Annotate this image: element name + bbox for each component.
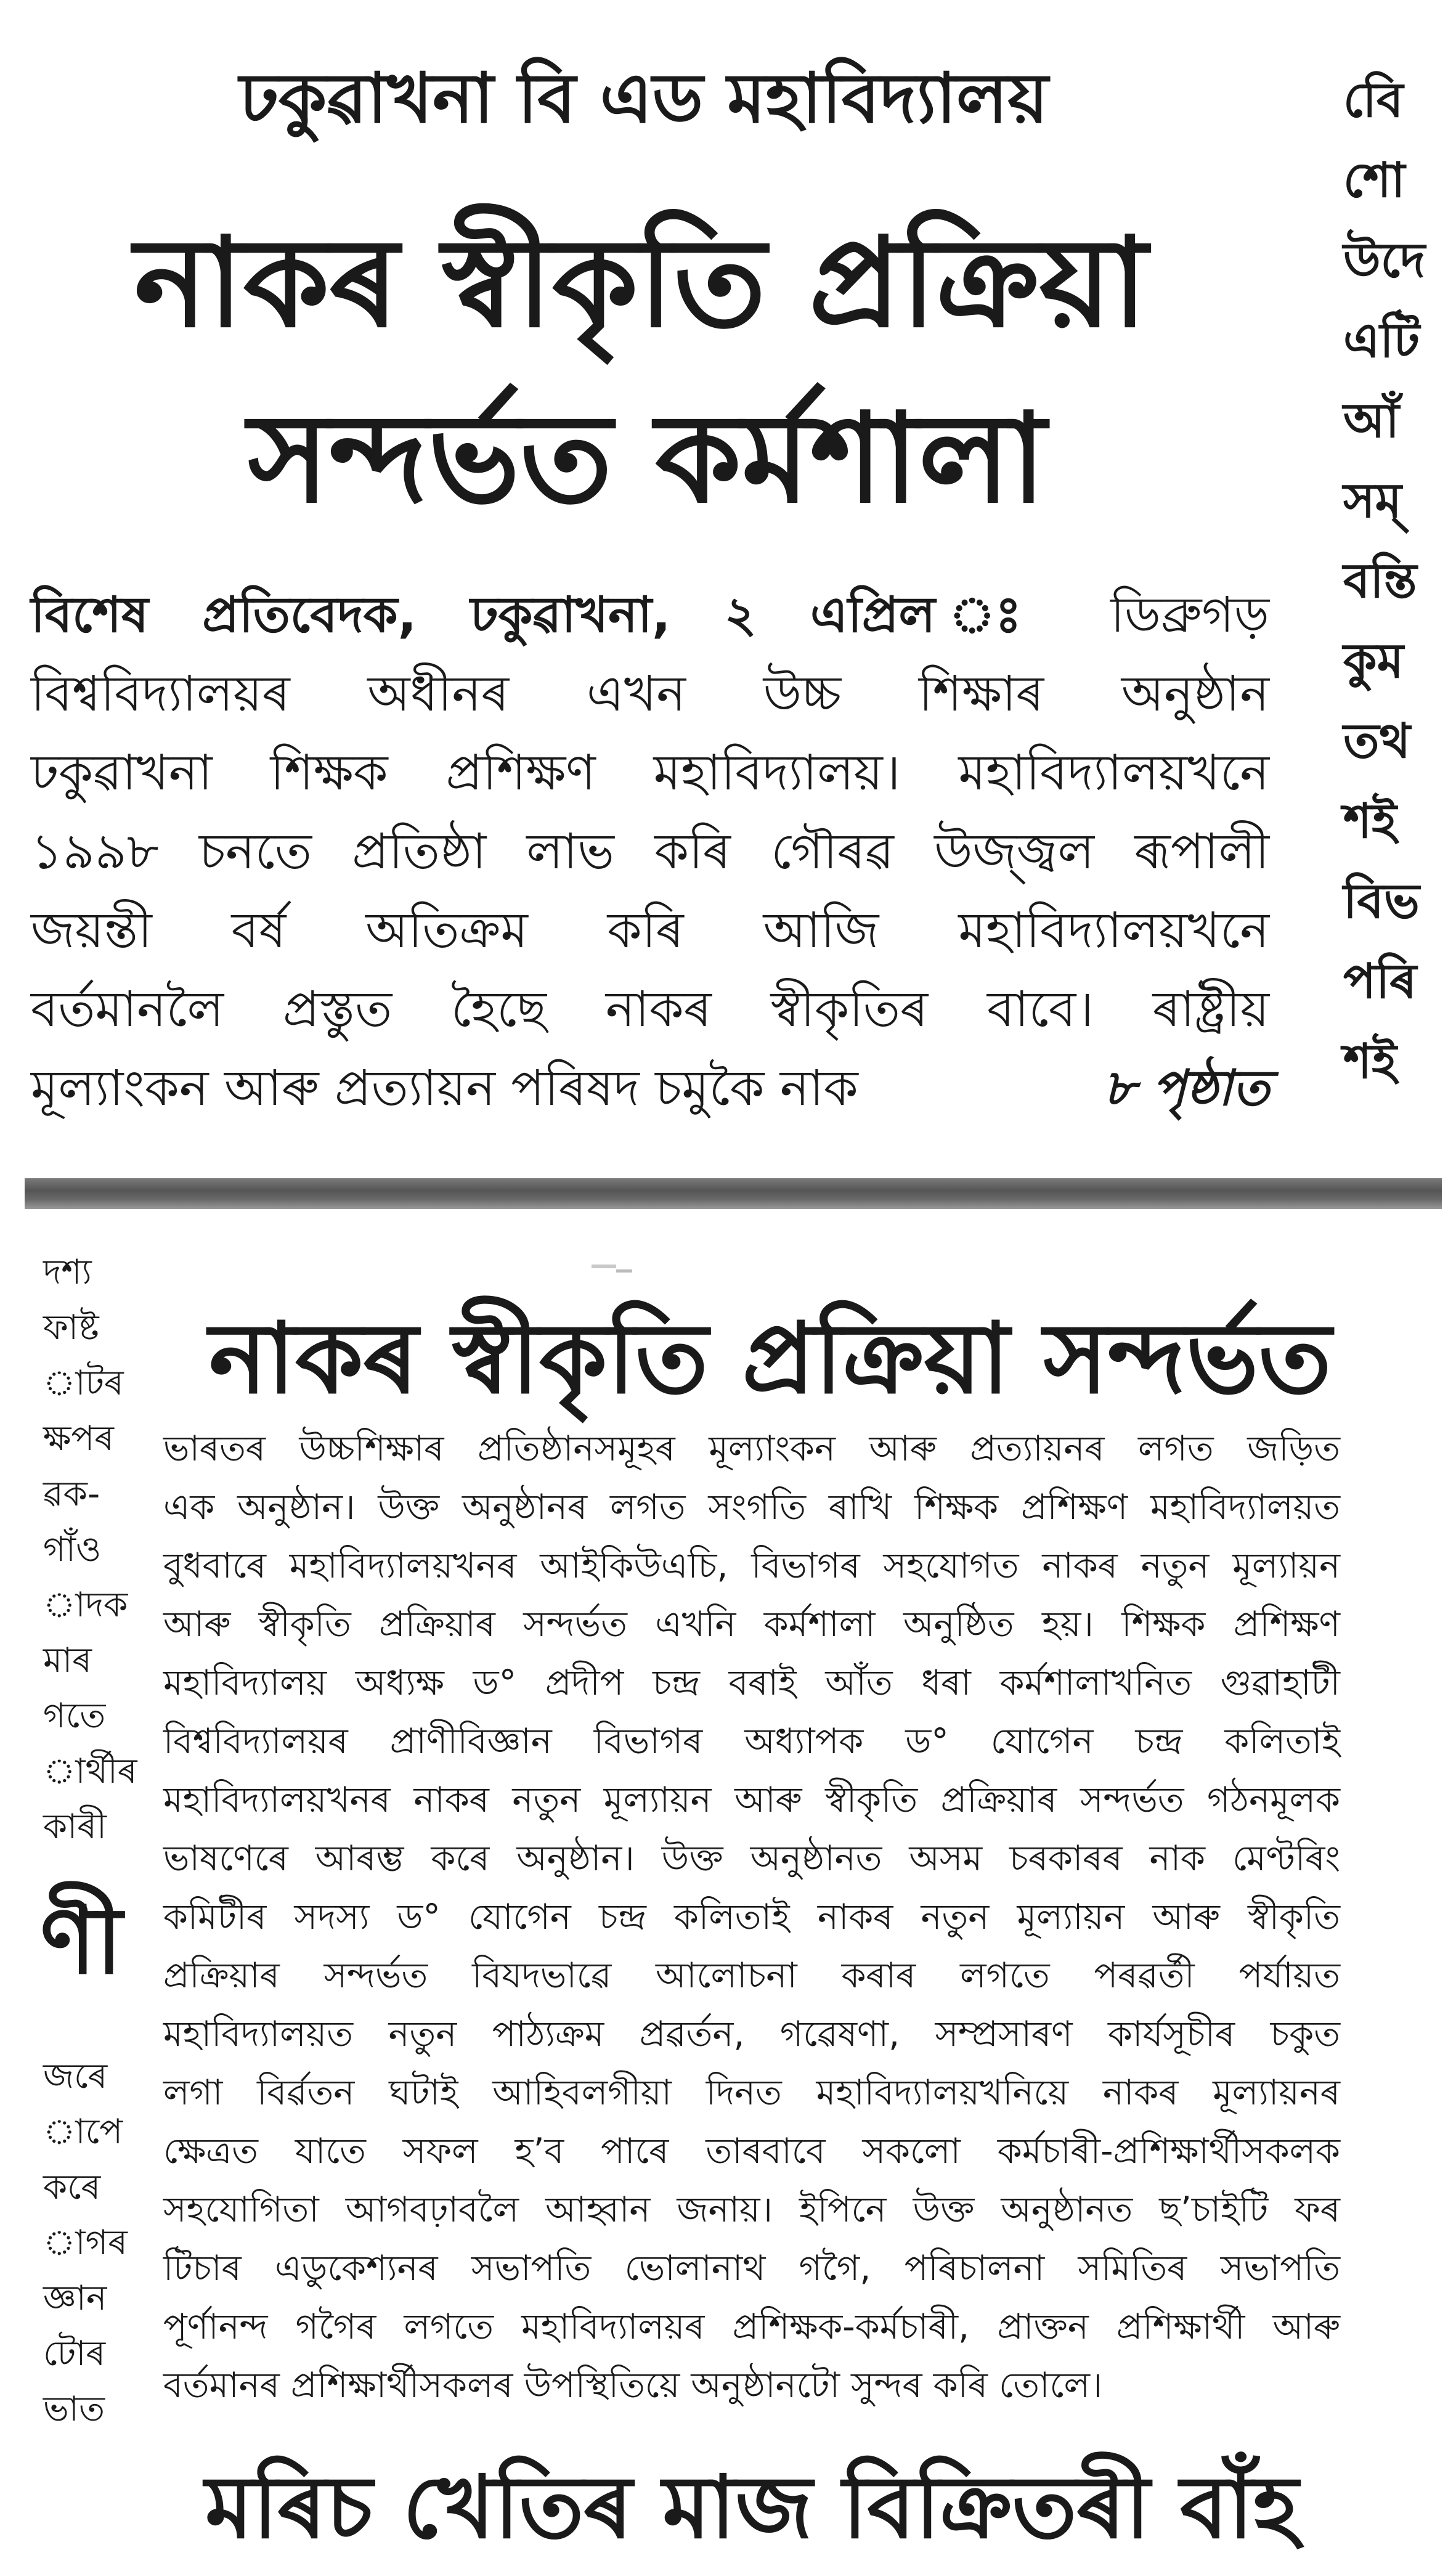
article-body-line-last xyxy=(31,1056,1269,1120)
article-body-line: লগা বিৰ্ৱতন ঘটাই আহিবলগীয়া দিনত মহাবিদ্যালয়খনিয়ে নাকৰ মূল্যায়নৰ xyxy=(163,2072,1340,2113)
article-body-line: মহাবিদ্যালয়খনৰ নাকৰ নতুন মূল্যায়ন আৰু স্বীকৃতি প্ৰক্ৰিয়াৰ সন্দৰ্ভত গঠনমূলক xyxy=(163,1780,1340,1820)
clipping-divider xyxy=(25,1178,1442,1209)
adjacent-column-fragment: শই xyxy=(1343,1034,1397,1090)
article-body-line: ক্ষেত্ৰত যাতে সফল হ’ব পাৰে তাৰবাবে সকলো কৰ্মচাৰী-প্ৰশিক্ষাৰ্থীসকলক xyxy=(163,2131,1340,2172)
article-body-line: প্ৰক্ৰিয়াৰ সন্দৰ্ভত বিযদভাৱে আলোচনা কৰাৰ লগতে পৰৱৰ্তী পৰ্যায়ত xyxy=(163,1955,1340,1996)
adjacent-column-fragment: বিে xyxy=(1343,73,1404,128)
print-mark xyxy=(616,1269,632,1273)
adjacent-column-fragment: জৰে xyxy=(43,2056,108,2096)
article-body-line: মহাবিদ্যালয়ত নতুন পাঠ্যক্ৰম প্ৰৱৰ্তন, গৱেষণা, সম্প্ৰসাৰণ কাৰ্যসূচীৰ চকুত xyxy=(163,2014,1340,2055)
adjacent-column-fragment: শই xyxy=(1343,794,1397,849)
print-mark xyxy=(592,1265,616,1268)
adjacent-column-fragment: টোৰ xyxy=(43,2334,106,2374)
next-headline-cut: মৰিচ খেতিৰ মাজ বিক্ৰিতৰী বাঁহ xyxy=(205,2458,1299,2558)
continued-on-page: ৮ পৃষ্ঠাত xyxy=(1091,1056,1269,1120)
adjacent-column-fragment: াৰ্থীৰ xyxy=(43,1751,137,1791)
adjacent-column-fragment: দশ্য xyxy=(43,1252,92,1292)
article-body-line: কমিটীৰ সদস্য ড° যোগেন চন্দ্ৰ কলিতাই নাকৰ নতুন মূল্যায়ন আৰু স্বীকৃতি xyxy=(163,1897,1340,1937)
article-body-line: এক অনুষ্ঠান। উক্ত অনুষ্ঠানৰ লগত সংগতি ৰাখি শিক্ষক প্ৰশিক্ষণ মহাবিদ্যালয়ত xyxy=(163,1487,1340,1528)
adjacent-column-fragment: ফাষ্ট xyxy=(43,1308,99,1348)
article-kicker: ঢকুৱাখনা বি এড মহাবিদ্যালয় xyxy=(239,59,1049,139)
article-body-line: ভাষণেৰে আৰম্ভ কৰে অনুষ্ঠান। উক্ত অনুষ্ঠানত অসম চৰকাৰৰ নাক মেণ্টৰিং xyxy=(163,1838,1340,1879)
adjacent-column-fragment: মাৰ xyxy=(43,1640,92,1680)
adjacent-column-fragment: আঁ xyxy=(1343,393,1399,449)
adjacent-column-fragment: পৰি xyxy=(1343,954,1417,1009)
article-body-line: জয়ন্তী বৰ্ষ অতিক্ৰম কৰি আজি মহাবিদ্যালয়খনে xyxy=(31,902,1269,959)
adjacent-column-fragment: সম্ xyxy=(1343,473,1402,529)
article-body-line: বৰ্তমানলৈ প্ৰস্তুত হৈছে নাকৰ স্বীকৃতিৰ বাবে। ৰাষ্ট্ৰীয় xyxy=(31,980,1269,1038)
article-body-line: মহাবিদ্যালয় অধ্যক্ষ ড° প্ৰদীপ চন্দ্ৰ বৰাই আঁত ধৰা কৰ্মশালাখনিত গুৱাহাটী xyxy=(163,1663,1340,1703)
article-body-line: ঢকুৱাখনা শিক্ষক প্ৰশিক্ষণ মহাবিদ্যালয়। মহাবিদ্যালয়খনে xyxy=(31,744,1269,801)
byline: বিশেষ প্ৰতিবেদক, ঢকুৱাখনা, ২ এপ্ৰিল ঃ xyxy=(31,586,1059,643)
adjacent-column-fragment: ক্ষপৰ xyxy=(43,1419,114,1459)
body-text: মূল্যাংকন আৰু প্ৰত্যায়ন পৰিষদ চমুকৈ নাক xyxy=(31,1059,858,1117)
article-body-line-last: বৰ্তমানৰ প্ৰশিক্ষাৰ্থীসকলৰ উপস্থিতিয়ে অনুষ্ঠানটো সুন্দৰ কৰি তোলে। xyxy=(163,2365,1103,2406)
adjacent-column-fragment: উদে xyxy=(1343,233,1426,288)
adjacent-column-fragment: গাঁও xyxy=(43,1530,102,1570)
article-body-line xyxy=(31,582,1269,647)
adjacent-column-fragment: কৰে xyxy=(43,2167,101,2207)
article-body-line: বুধবাৰে মহাবিদ্যালয়খনৰ আইকিউএচি, বিভাগৰ সহযোগত নাকৰ নতুন মূল্যায়ন xyxy=(163,1546,1340,1586)
adjacent-column-fragment: াপে xyxy=(43,2112,123,2152)
article-body-line: সহযোগিতা আগবঢ়াবলৈ আহ্বান জনায়। ইপিনে উক্ত অনুষ্ঠানত ছ’চাইটি ফৰ xyxy=(163,2189,1340,2230)
article-body-line: বিশ্ববিদ্যালয়ৰ প্ৰাণীবিজ্ঞান বিভাগৰ অধ্যাপক ড° যোগেন চন্দ্ৰ কলিতাই xyxy=(163,1721,1340,1762)
adjacent-column-fragment: াদক xyxy=(43,1585,128,1625)
adjacent-column-fragment: াটৰ xyxy=(43,1363,124,1403)
adjacent-column-fragment: কুম xyxy=(1343,633,1404,689)
article-body-line: ভাৰতৰ উচ্চশিক্ষাৰ প্ৰতিষ্ঠানসমূহৰ মূল্যাংকন আৰু প্ৰত্যায়নৰ লগত জড়িত xyxy=(163,1428,1340,1469)
article-body-line: ১৯৯৮ চনতে প্ৰতিষ্ঠা লাভ কৰি গৌৰৱ উজ্জ্বল ৰূপালী xyxy=(31,823,1269,880)
body-text: ডিব্ৰুগড় xyxy=(1110,586,1269,643)
adjacent-column-fragment: ভাত xyxy=(43,2389,105,2429)
adjacent-headline-fragment: ণী xyxy=(40,1888,123,1995)
adjacent-column-fragment: জ্ঞান xyxy=(43,2278,107,2318)
adjacent-column-fragment: াগৰ xyxy=(43,2223,128,2263)
headline-line-2: সন্দৰ্ভত কৰ্মশালা xyxy=(248,387,1046,531)
headline-line-1: নাকৰ স্বীকৃতি প্ৰক্ৰিয়া xyxy=(134,211,1148,355)
article-body-line: আৰু স্বীকৃতি প্ৰক্ৰিয়াৰ সন্দৰ্ভত এখনি কৰ্মশালা অনুষ্ঠিত হয়। শিক্ষক প্ৰশিক্ষণ xyxy=(163,1604,1340,1645)
adjacent-column-fragment: কাৰী xyxy=(43,1807,107,1847)
adjacent-column-fragment: ৱক- xyxy=(43,1474,100,1514)
adjacent-column-fragment: গতে xyxy=(43,1696,106,1736)
article-body-line: বিশ্ববিদ্যালয়ৰ অধীনৰ এখন উচ্চ শিক্ষাৰ অনুষ্ঠান xyxy=(31,665,1269,722)
adjacent-column-fragment: বিভ xyxy=(1343,874,1420,929)
adjacent-column-fragment: শো xyxy=(1343,153,1405,208)
adjacent-column-fragment: বন্তি xyxy=(1343,553,1417,609)
adjacent-column-fragment: এটি xyxy=(1343,313,1420,369)
article-body-line: পূৰ্ণানন্দ গগৈৰ লগতে মহাবিদ্যালয়ৰ প্ৰশিক্ষক-কৰ্মচাৰী, প্ৰাক্তন প্ৰশিক্ষাৰ্থী আৰু xyxy=(163,2307,1340,2347)
article-body-line: টিচাৰ এডুকেশ্যনৰ সভাপতি ভোলানাথ গগৈ, পৰিচালনা সমিতিৰ সভাপতি xyxy=(163,2248,1340,2289)
article-headline: নাকৰ স্বীকৃতি প্ৰক্ৰিয়া সন্দৰ্ভত xyxy=(209,1302,1332,1415)
adjacent-column-fragment: তথ xyxy=(1343,714,1411,769)
